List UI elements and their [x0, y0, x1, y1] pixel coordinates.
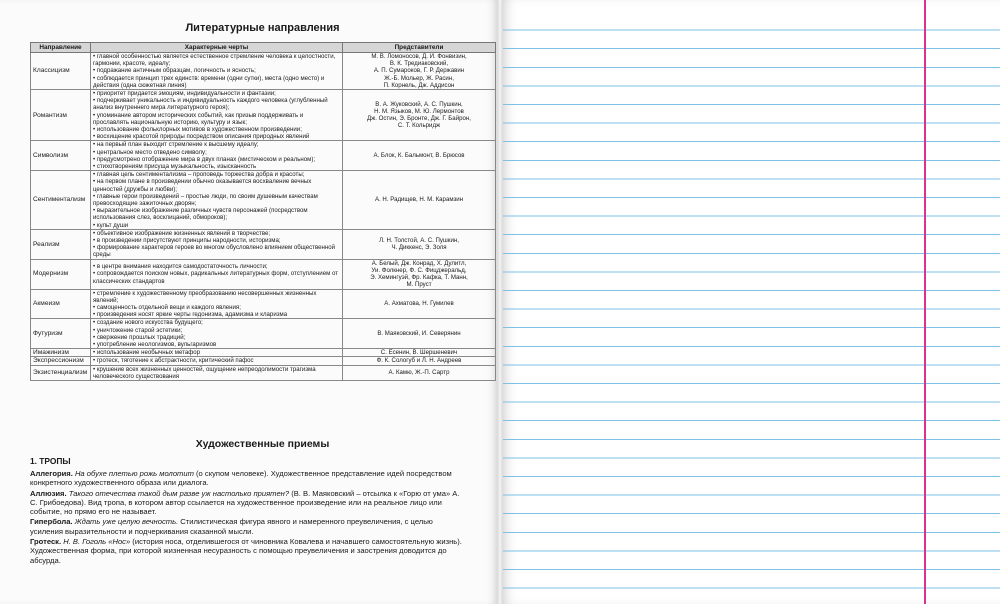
table-row	[31, 53, 496, 90]
representative-line: Ф. К. Сологуб и Л. Н. Андреев	[376, 357, 462, 365]
term-example: Н. В. Гоголь «Нос»	[63, 537, 131, 547]
feature-item: • употребление неологизмов, вульгаризмов	[93, 341, 340, 348]
direction-name: Символизм	[31, 141, 91, 171]
table-row	[31, 289, 496, 319]
direction-representatives	[343, 171, 496, 230]
representative-line: Л. Н. Толстой, А. С. Пушкин,	[379, 237, 459, 245]
direction-representatives	[343, 349, 496, 357]
representative-line: А. Белый, Дж. Конрад, Х. Дулитл,	[371, 259, 467, 267]
term-example: Ждать уже целую вечность.	[74, 517, 179, 527]
direction-name: Имажинизм	[31, 349, 91, 357]
feature-item: • главная цель сентиментализма – проповедь торжества добра и красоты;	[93, 171, 340, 178]
feature-item: • в произведении присутствуют принципы народности, историзма;	[93, 237, 340, 244]
table-row	[31, 141, 496, 171]
ruled-notebook-page	[503, 0, 1000, 604]
representative-line: В. А. Жуковский, А. С. Пушкин,	[375, 100, 463, 108]
feature-item: • произведения носят яркие черты гедонизма, адамизма и кларизма	[93, 311, 340, 318]
feature-item: • крушение всех жизненных ценностей, ощущение непреодолимости трагизма человеческого существования	[93, 366, 340, 380]
features-list	[93, 366, 340, 380]
features-list	[93, 53, 340, 89]
feature-item: • использование фольклорных мотивов в художественном произведении;	[93, 126, 340, 133]
feature-item: • на первый план выходит стремление к высшему идеалу;	[93, 141, 340, 148]
feature-item: • свержение прошлых традиций;	[93, 334, 340, 341]
direction-features	[91, 289, 343, 319]
reference-page	[0, 0, 497, 604]
direction-representatives	[343, 365, 496, 380]
features-list	[93, 263, 340, 285]
feature-item: • в центре внимания находится самодостаточность личности;	[93, 263, 340, 270]
direction-representatives	[343, 229, 496, 259]
direction-features	[91, 349, 343, 357]
tropes-heading: 1. ТРОПЫ	[30, 456, 71, 466]
feature-item: • выразительное изображение различных чувств персонажей (посредством использования слез, восклицаний, обмороков);	[93, 207, 340, 221]
feature-item: • соблюдается принцип трех единств: времени (одни сутки), места (одно место) и действия (одна сюжетная линия)	[93, 75, 340, 89]
feature-item: • центральное место отведено символу;	[93, 149, 340, 156]
feature-item: • восхищение красотой природы посредством описания природных явлений	[93, 133, 340, 140]
features-list	[93, 141, 340, 170]
direction-name: Классицизм	[31, 53, 91, 90]
representative-line: Н. М. Языков, М. Ю. Лермонтов	[374, 108, 464, 116]
representative-line: А. Ахматова, Н. Гумилев	[384, 300, 454, 308]
representative-line: Ж.-Б. Мольер, Ж. Расин,	[384, 74, 454, 82]
feature-item: • культ души	[93, 222, 340, 229]
representative-line: С. Т. Кольридж	[397, 122, 441, 130]
direction-representatives	[343, 90, 496, 141]
term-paragraph	[30, 537, 466, 565]
direction-name: Модернизм	[31, 259, 91, 289]
direction-representatives	[343, 357, 496, 365]
term-definition: (история носа, отделившегося от чиновника Ковалева и начавшего самостоятельную жизнь). Художественная форма, при которой жизненная несуразность с помощью преувеличения и заострения доводится до абсурда.	[30, 537, 462, 565]
table-row	[31, 90, 496, 141]
direction-features	[91, 90, 343, 141]
representative-line: М. Пруст	[406, 281, 432, 289]
literary-directions-table	[30, 42, 496, 381]
term-name: Гротеск.	[30, 537, 62, 547]
feature-item: • гротеск, тяготение к абстрактности, критический пафос	[93, 357, 340, 364]
table-row	[31, 357, 496, 365]
feature-item: • сопровождается поиском новых, радикальных литературных форм, отступлением от классических стандартов	[93, 270, 340, 284]
margin-line	[924, 0, 926, 604]
feature-item: • стремление к художественному преобразованию несовершенных жизненных явлений;	[93, 290, 340, 304]
direction-name: Экзистенциализм	[31, 365, 91, 380]
representative-line: М. В. Ломоносов, Д. И. Фонвизин,	[371, 53, 467, 60]
representative-line: Дж. Остин, Э. Бронте, Дж. Г. Байрон,	[367, 115, 471, 123]
table-row	[31, 349, 496, 357]
feature-item: • создание нового искусства будущего;	[93, 319, 340, 326]
table-row	[31, 171, 496, 230]
feature-item: • подражание античным образцам, логичность и ясность;	[93, 67, 340, 74]
feature-item: • формирование характеров героев во многом обусловлено влиянием общественной среды	[93, 244, 340, 258]
terms-list	[30, 469, 466, 566]
literary-directions-title: Литературные направления	[185, 22, 340, 34]
features-list	[93, 90, 340, 140]
direction-name: Футуризм	[31, 319, 91, 349]
features-list	[93, 357, 340, 364]
representative-line: Э. Хемингуэй, Фр. Кафка, Т. Манн,	[370, 274, 468, 282]
direction-representatives	[343, 319, 496, 349]
representative-line: А. Блок, К. Бальмонт, В. Брюсов	[373, 152, 465, 160]
features-list	[93, 349, 340, 356]
direction-name: Романтизм	[31, 90, 91, 141]
feature-item: • упоминание автором исторических событий, как призыв поддерживать и прославлять национальную историю, культуру и язык;	[93, 112, 340, 126]
term-example: На обухе плетью рожь молотит	[74, 469, 194, 478]
direction-representatives	[343, 289, 496, 319]
direction-features	[91, 259, 343, 289]
direction-features	[91, 171, 343, 230]
feature-item: • стихотворениям присуща музыкальность, изысканность	[93, 163, 340, 170]
representative-line: В. К. Тредиаковский,	[389, 60, 449, 68]
direction-name: Акмеизм	[31, 289, 91, 319]
feature-item: • приоритет придается эмоциям, индивидуальности и фантазии;	[93, 90, 340, 97]
direction-representatives	[343, 53, 496, 90]
features-list	[93, 319, 340, 348]
term-definition: (о скупом человеке). Художественное представление идей посредством конкретного художественного образа или диалога.	[30, 469, 452, 488]
direction-features	[91, 357, 343, 365]
feature-item: • самоценность отдельной вещи и каждого явления;	[93, 304, 340, 311]
direction-features	[91, 365, 343, 380]
table-header-row	[31, 43, 496, 53]
feature-item: • уничтожение старой эстетики;	[93, 327, 340, 334]
direction-representatives	[343, 141, 496, 171]
representative-line: П. Корнель, Дж. Аддисон	[383, 81, 455, 89]
representative-line: С. Есенин, В. Шершеневич	[380, 349, 458, 357]
feature-item: • объективное изображение жизненных явлений в творчестве;	[93, 230, 340, 237]
feature-item: • предусмотрено отображение мира в двух планах (мистическом и реальном);	[93, 156, 340, 163]
representative-line: Ч. Диккенс, Э. Золя	[391, 244, 447, 252]
term-definition: Стилистическая фигура явного и намеренного преувеличения, с целью усиления выразительности и подчеркивания сказанной мысли.	[30, 517, 433, 536]
feature-item: • главной особенностью является естественное стремление человека к целостности, гармонии, красоте, идеалу;	[93, 53, 340, 67]
term-example: Такого отечества такой дым разве уж настолько приятен?	[68, 488, 290, 498]
feature-item: • на первом плане в произведении обычно оказывается восхваление вечных ценностей (дружбы и любви);	[93, 178, 340, 192]
term-paragraph	[30, 469, 466, 488]
table-body	[31, 53, 496, 381]
direction-name: Экспрессионизм	[31, 357, 91, 365]
term-definition: (В. В. Маяковский – отсылка к «Горю от ума» А. С. Грибоедова). Вид тропа, в котором автор ссылается на художественное произведение или на реальное лицо или событие, но прямо его не называет.	[30, 488, 460, 517]
artistic-devices-title: Художественные приемы	[195, 438, 330, 450]
table-row	[31, 229, 496, 259]
header-direction: Направление	[31, 43, 91, 53]
representative-line: В. Маяковский, И. Северянин	[377, 330, 461, 338]
header-representatives: Представители	[343, 43, 496, 53]
representative-line: А. Н. Радищев, Н. М. Карамзин	[374, 196, 464, 204]
direction-features	[91, 319, 343, 349]
table-row	[31, 319, 496, 349]
direction-name: Сентиментализм	[31, 171, 91, 230]
feature-item: • главные герои произведений – простые люди, по своим душевным качествам превосходящие зажиточных дворян;	[93, 193, 340, 207]
feature-item: • подчеркивает уникальность и индивидуальность каждого человека (углубленный анализ внутреннего мира литературного героя);	[93, 97, 340, 111]
table-row	[31, 365, 496, 380]
direction-features	[91, 53, 343, 90]
table-row	[31, 259, 496, 289]
direction-features	[91, 141, 343, 171]
term-name: Гипербола.	[30, 517, 73, 527]
direction-features	[91, 229, 343, 259]
term-name: Аллюзия.	[30, 488, 67, 498]
features-list	[93, 230, 340, 259]
term-paragraph	[30, 489, 466, 517]
features-list	[93, 290, 340, 319]
feature-item: • использование необычных метафор	[93, 349, 340, 356]
representative-line: А. П. Сумароков, Г. Р. Державин	[373, 67, 465, 75]
features-list	[93, 171, 340, 229]
direction-representatives	[343, 259, 496, 289]
direction-name: Реализм	[31, 229, 91, 259]
header-features: Характерные черты	[91, 43, 343, 53]
representative-line: А. Камю, Ж.-П. Сартр	[388, 369, 450, 377]
representative-line: Уи. Фолкнер, Ф. С. Фицджеральд,	[371, 266, 467, 274]
term-name: Аллегория.	[30, 469, 73, 478]
term-paragraph	[30, 517, 466, 536]
